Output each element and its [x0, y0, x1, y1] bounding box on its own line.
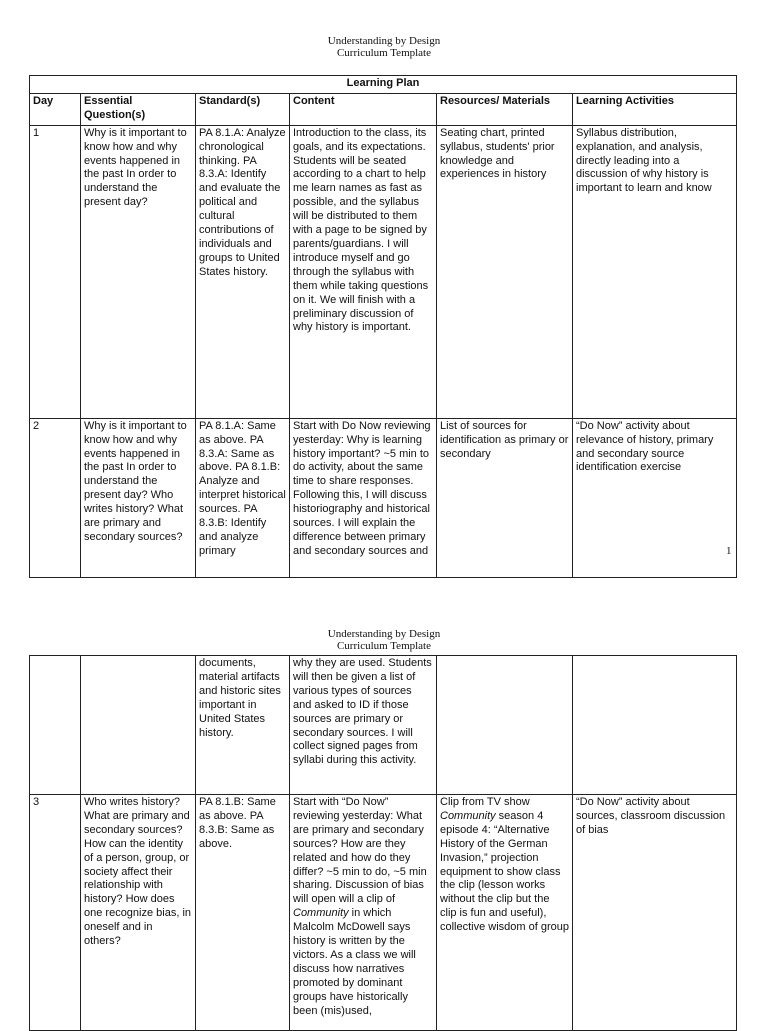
page-header	[0, 35, 768, 59]
activities-cell: Syllabus distribution, explanation, and analysis, directly leading into a discussion of why history is important to learn and know	[573, 125, 737, 418]
column-header-content: Content	[290, 93, 437, 125]
day-cell: 1	[30, 125, 81, 418]
page-number: 1	[726, 545, 732, 557]
show-title: Community	[293, 907, 349, 920]
resources-cell	[437, 795, 573, 1031]
content-cell: Introduction to the class, its goals, and its expectations. Students will be seated according to a chart to help me learn names as fast as possible, and the syllabus will be distributed to them with a page to be signed by parents/guardians. I will introduce myself and go through the syllabus with them while taking questions on it. We will finish with a preliminary discussion of why history is important.	[290, 125, 437, 418]
day-cell	[30, 795, 81, 1031]
activities-cell	[573, 656, 737, 795]
table-title-row	[30, 76, 737, 94]
learning-plan-table-continued	[29, 655, 737, 1031]
activities-cell	[573, 795, 737, 1031]
content-cell	[290, 795, 437, 1031]
table-row	[30, 656, 737, 795]
question-text: Why is it important to know how and why events happened in the past In order to understand the present day? Who writes history? What are primary and secondary sources?	[84, 419, 187, 543]
activities-text: “Do Now” activity about sources, classroom discussion of bias	[576, 796, 726, 836]
resources-text-part: Clip from TV show	[440, 796, 530, 808]
resources-text	[440, 796, 569, 1028]
content-cell	[290, 418, 437, 577]
content-cell: why they are used. Students will then be given a list of various types of sources and asked to ID if those sources are primary or secondary sources. I will collect signed pages from syllabi during this activity.	[290, 656, 437, 795]
question-cell	[81, 795, 196, 1031]
standards-cell: documents, material artifacts and historic sites important in United States history.	[196, 656, 290, 795]
table-row	[30, 795, 737, 1031]
table-title: Learning Plan	[30, 76, 737, 94]
column-header-standards: Standard(s)	[196, 93, 290, 125]
day-cell	[30, 418, 81, 577]
column-header-essential-questions: Essential Question(s)	[81, 93, 196, 125]
header-subtitle: Curriculum Template	[336, 47, 432, 59]
content-text	[293, 796, 433, 1028]
table-row	[30, 125, 737, 418]
standards-text: PA 8.1.B: Same as above. PA 8.3.B: Same as above.	[199, 796, 276, 850]
day-cell	[30, 656, 81, 795]
column-header-day: Day	[30, 93, 81, 125]
day-text: 2	[33, 419, 40, 432]
question-cell	[81, 656, 196, 795]
learning-plan-table	[29, 75, 737, 578]
standards-cell	[196, 418, 290, 577]
standards-cell	[196, 795, 290, 1031]
content-text-part: in which Malcolm McDowell says history is written by the victors. As a class we will discuss how narratives promoted by dominant groups have historically been (mis)used,	[293, 907, 416, 1017]
resources-cell	[437, 418, 573, 577]
day-text: 3	[33, 796, 40, 808]
question-text: Who writes history? What are primary and secondary sources? How can the identity of a person, group, or society affect their relationship with history? How does one recognize bias, in oneself and in others?	[84, 796, 192, 948]
column-header-resources: Resources/ Materials	[437, 93, 573, 125]
content-text-part: Start with “Do Now” reviewing yesterday: What are primary and secondary sources? How are they related and how do they differ? ~5 min to do, ~5 min sharing. Discussion of bias will open will a clip of	[293, 796, 427, 906]
activities-cell	[573, 418, 737, 577]
resources-text: List of sources for identification as primary or secondary	[440, 419, 569, 460]
activities-text: “Do Now” activity about relevance of history, primary and secondary source identification exercise	[576, 419, 714, 474]
header-title: Understanding by Design	[327, 628, 441, 640]
standards-text: PA 8.1.A: Same as above. PA 8.3.A: Same as above. PA 8.1.B: Analyze and interpret historical sources. PA 8.3.B: Identify and analyze primary	[199, 419, 286, 557]
question-cell	[81, 418, 196, 577]
header-title: Understanding by Design	[327, 35, 441, 47]
question-cell: Why is it important to know how and why events happened in the past In order to understand the present day?	[81, 125, 196, 418]
resources-cell: Seating chart, printed syllabus, students' prior knowledge and experiences in history	[437, 125, 573, 418]
table-row	[30, 418, 737, 577]
column-header-activities: Learning Activities	[573, 93, 737, 125]
content-text: Start with Do Now reviewing yesterday: Why is learning history important? ~5 min to do activity, about the same time to share responses. Following this, I will discuss historiography and historical sources. I will explain the difference between primary and secondary sources and	[293, 419, 431, 557]
resources-text-part: season 4 episode 4: “Alternative History of the German Invasion,” projection equipment to show class the clip (lesson works without the clip but the clip is fun and useful), collective wisdom of group	[440, 809, 569, 934]
show-title: Community	[440, 809, 496, 822]
standards-cell: PA 8.1.A: Analyze chronological thinking. PA 8.3.A: Identify and evaluate the political and cultural contributions of individuals and groups to United States history.	[196, 125, 290, 418]
table-header-row	[30, 93, 737, 125]
resources-cell	[437, 656, 573, 795]
header-subtitle: Curriculum Template	[336, 640, 432, 652]
page-header	[0, 628, 768, 652]
